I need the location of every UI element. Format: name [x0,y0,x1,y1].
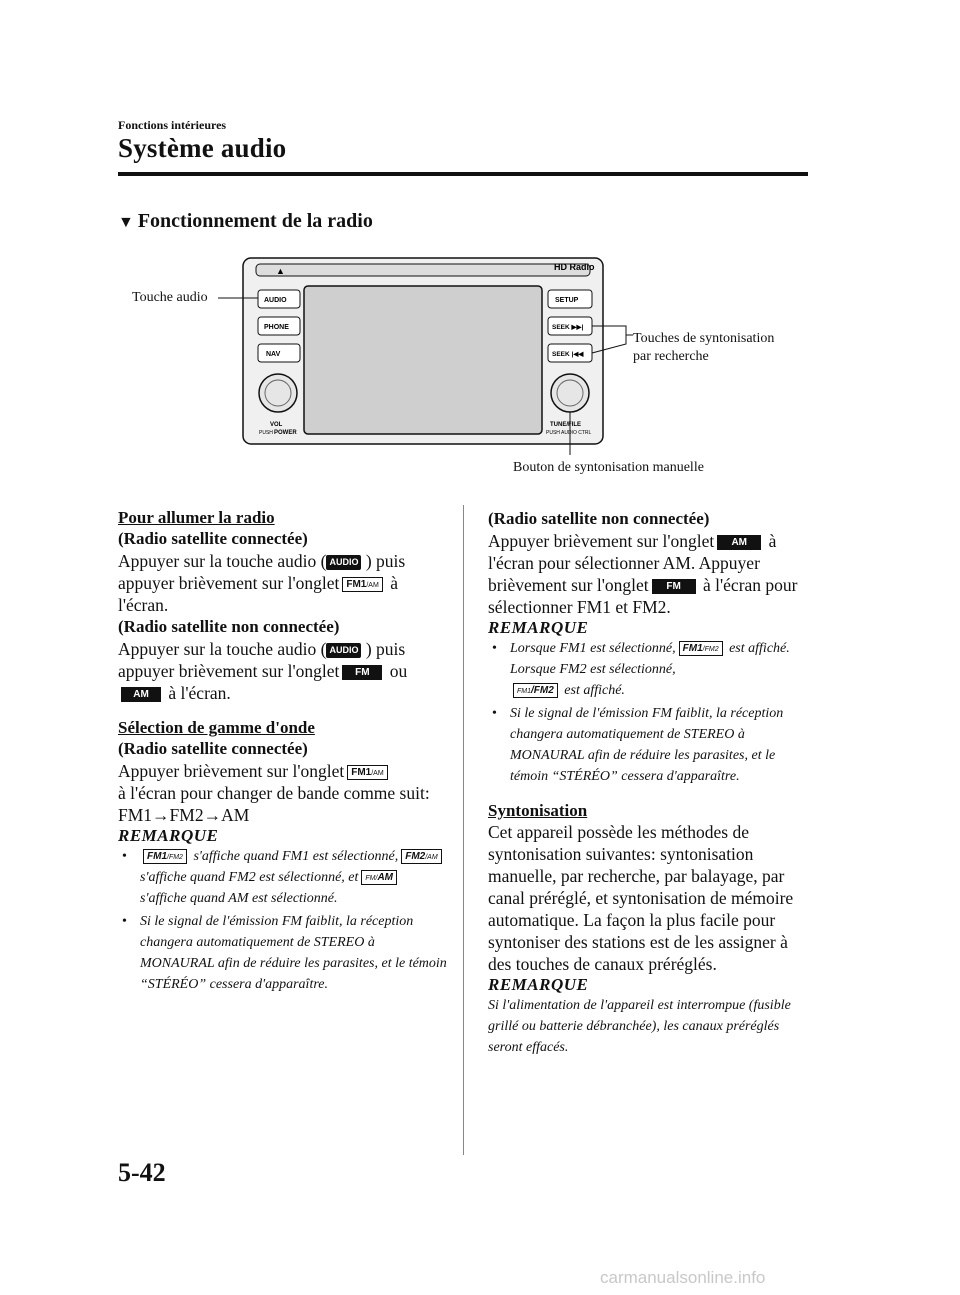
remark-heading: REMARQUE [488,975,589,994]
fm-am-tab-icon: FM/AM [361,870,397,885]
audio-key-icon: AUDIO [326,643,361,658]
svg-text:PUSH: PUSH [259,430,273,436]
list-item: • FM1/FM2 s'affiche quand FM1 est sélectionné, FM2/AM s'affiche quand FM2 est sélectionné, et FM/AM s'affiche quand AM est sélectionné. [118,846,448,909]
paragraph: Appuyer sur la touche audio ( AUDIO ) puis appuyer brièvement sur l'onglet FM1/AM à l'écran. [118,551,406,615]
hd-radio-logo: HD Radio [554,262,595,272]
svg-text:SEEK |◀◀: SEEK |◀◀ [552,351,584,358]
fm-tab-icon: FM [342,665,382,680]
paragraph: Cet appareil possède les méthodes de syntonisation suivantes: syntonisation manuelle, par recherche, par balayage, par canal préréglé, et syntonisation de mémoire automatique. La façon la plus facile pour syntoniser des stations est de les assigner à des touches de canaux préréglés. [488,822,794,974]
svg-text:VOL: VOL [270,422,283,428]
right-column [488,508,810,1058]
condition-label: (Radio satellite non connectée) [488,509,710,528]
svg-text:SETUP: SETUP [555,297,579,304]
heading-text: Fonctionnement de la radio [137,210,373,232]
condition-label: (Radio satellite connectée) [118,739,308,758]
fm1-am-tab-icon: FM1/AM [347,765,387,780]
disc-slot [256,264,590,276]
fm1-am-tab-icon: FM1/AM [342,577,382,592]
svg-text:PUSH AUDIO CTRL: PUSH AUDIO CTRL [546,430,592,436]
fm-tab-icon: FM [652,579,696,594]
am-tab-icon: AM [121,687,161,702]
list-item: • Si le signal de l'émission FM faiblit, la réception changera automatiquement de STEREO à MONAURAL afin de réduire les parasites, et le témoin “STÉRÉO” cessera d'apparaître. [118,911,448,995]
paragraph: Appuyer sur la touche audio ( AUDIO ) puis appuyer brièvement sur l'onglet FM ou AM à l'écran. [118,639,408,703]
paragraph: Appuyer brièvement sur l'onglet AM à l'écran pour sélectionner AM. Appuyer brièvement sur l'onglet FM à l'écran pour sélectionner FM1 et FM2. [488,531,798,617]
am-tab-icon: AM [717,535,761,550]
svg-text:AUDIO: AUDIO [264,297,287,304]
page-heading [118,210,373,233]
audio-key-icon: AUDIO [326,555,361,570]
remark-heading: REMARQUE [118,826,219,845]
radio-panel-figure [118,250,818,480]
svg-text:NAV: NAV [266,351,281,358]
callout-audio: Touche audio [132,290,208,305]
svg-text:POWER: POWER [274,430,297,436]
list-item: • Si le signal de l'émission FM faiblit, la réception changera automatiquement de STEREO à MONAURAL afin de réduire les parasites, et le témoin “STÉRÉO” cessera d'apparaître. [488,703,810,787]
fm1-fm2-tab-icon: FM1/FM2 [513,683,558,698]
page-number: 5-42 [118,1158,166,1187]
fm1-fm2-tab-icon: FM1/FM2 [143,849,187,864]
remark-heading: REMARQUE [488,618,589,637]
note-text: Si l'alimentation de l'appareil est interrompue (fusible grillé ou batterie débranchée), les canaux préréglés seront effacés. [488,998,791,1055]
svg-text:PHONE: PHONE [264,324,289,331]
fm1-fm2-tab-icon: FM1/FM2 [679,641,723,656]
paragraph: Appuyer brièvement sur l'onglet FM1/AM à l'écran pour changer de bande comme suit: FM1→FM2→AM [118,761,430,825]
left-column [118,508,448,997]
band-sequence: FM1→FM2→AM [118,805,250,825]
subsection-heading: Sélection de gamme d'onde [118,718,315,737]
section-title: Système audio [118,133,287,163]
svg-text:TUNE/FILE: TUNE/FILE [550,422,581,428]
fm2-am-tab-icon: FM2/AM [401,849,441,864]
subsection-heading: Syntonisation [488,801,588,820]
condition-label: (Radio satellite non connectée) [118,617,340,636]
subsection-heading: Pour allumer la radio [118,508,275,527]
watermark: carmanualsonline.info [600,1268,766,1287]
column-divider [463,505,464,1155]
callout-seek-1: Touches de syntonisation [633,331,775,346]
panel-screen [304,286,542,434]
condition-label: (Radio satellite connectée) [118,529,308,548]
list-item: • Lorsque FM1 est sélectionné, FM1/FM2 est affiché. Lorsque FM2 est sélectionné, FM1/FM2 est affiché. [488,638,810,701]
callout-tune: Bouton de syntonisation manuelle [513,460,704,475]
header-rule [118,172,808,176]
eject-icon: ▲ [276,266,285,276]
svg-text:SEEK ▶▶|: SEEK ▶▶| [552,324,584,331]
callout-seek-2: par recherche [633,349,709,364]
section-label: Fonctions intérieures [118,118,227,132]
triangle-down-icon: ▼ [118,214,134,231]
